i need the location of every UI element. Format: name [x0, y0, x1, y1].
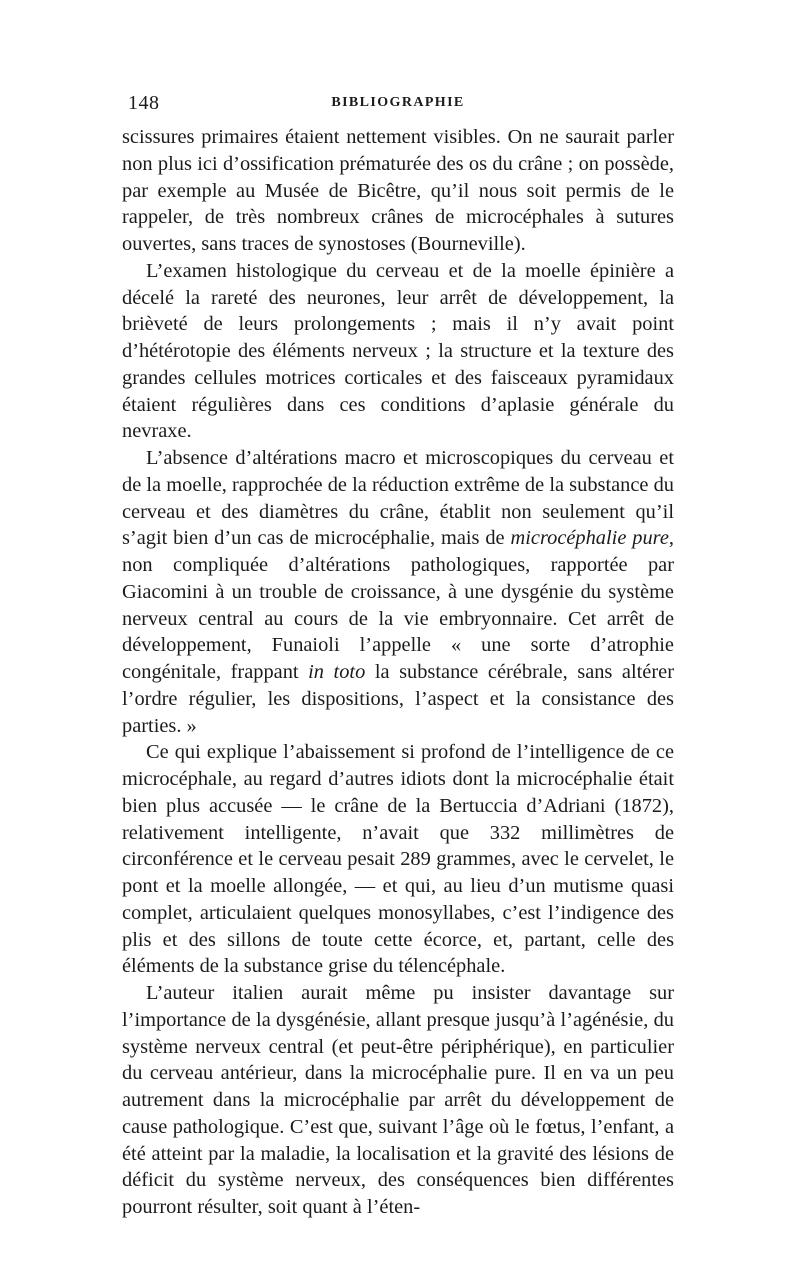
page-number: 148 — [128, 92, 160, 114]
page-header — [122, 92, 674, 124]
italic-term-in-toto: in toto — [308, 661, 366, 683]
text-segment: , non compliquée d’altérations pathologiques, rapportée par Giacomini à un trouble de croissance, à une dysgénie du système nerveux central au cours de la vie embryonnaire. Cet arrêt de développement, Funaioli l’appelle « une sorte d’atrophie congénitale, frappant — [122, 527, 674, 683]
paragraph-intelligence: Ce qui explique l’abaissement si profond de l’intelligence de ce microcéphale, au regard d’autres idiots dont la microcéphalie était bien plus accusée — le crâne de la Bertuccia d’Adriani (1872), relativement intelligente, n’avait que 332 millimètres de circonférence et le cerveau pesait 289 grammes, avec le cervelet, le pont et la moelle allongée, — et qui, au lieu d’un mutisme quasi complet, articulaient quelques monosyllabes, c’est l’indigence des plis et des sillons de toute cette écorce, et, partant, celle des éléments de la substance grise du télencéphale. — [122, 741, 674, 978]
body-text — [122, 124, 674, 1221]
paragraph-pure-microcephaly — [122, 445, 674, 739]
text-segment: la substance cérébrale, sans altérer l’ordre régulier, les dispositions, l’aspect et la consistance des parties. » — [122, 661, 674, 737]
book-page — [122, 92, 674, 1221]
running-title: BIBLIOGRAPHIE — [331, 95, 465, 110]
paragraph-continuation: scissures primaires étaient nettement visibles. On ne saurait parler non plus ici d’ossification prématurée des os du crâne ; on possède, par exemple au Musée de Bicêtre, qu’il nous soit permis de le rappeler, de très nombreux crânes de microcéphales à sutures ouvertes, sans traces de synostoses (Bourneville). — [122, 126, 674, 255]
paragraph-dysgenesis: L’auteur italien aurait même pu insister davantage sur l’importance de la dysgénésie, allant presque jusqu’à l’agénésie, du système nerveux central (et peut-être périphérique), en particulier du cerveau antérieur, dans la microcéphalie pure. Il en va un peu autrement dans la microcéphalie par arrêt du développement de cause pathologique. C’est que, suivant l’âge où le fœtus, l’enfant, a été atteint par la maladie, la localisation et la gravité des lésions de déficit du système nerveux, des conséquences bien différentes pourront résulter, soit quant à l’éten- — [122, 982, 674, 1218]
text-segment: L’absence d’altérations macro et microscopiques du cerveau et de la moelle, rapprochée de la réduction extrême de la substance du cerveau et des diamètres du crâne, établit non seulement qu’il s’agit bien d’un cas de microcéphalie, mais de — [122, 447, 674, 550]
italic-term-microcephalie-pure: microcéphalie pure — [510, 527, 669, 550]
paragraph-histology: L’examen histologique du cerveau et de la moelle épinière a décelé la rareté des neurones, leur arrêt de développement, la brièveté de leurs prolongements ; mais il n’y avait point d’hétérotopie des éléments nerveux ; la structure et la texture des grandes cellules motrices corticales et des faisceaux pyramidaux étaient régulières dans ces conditions d’aplasie générale du nevraxe. — [122, 259, 674, 443]
